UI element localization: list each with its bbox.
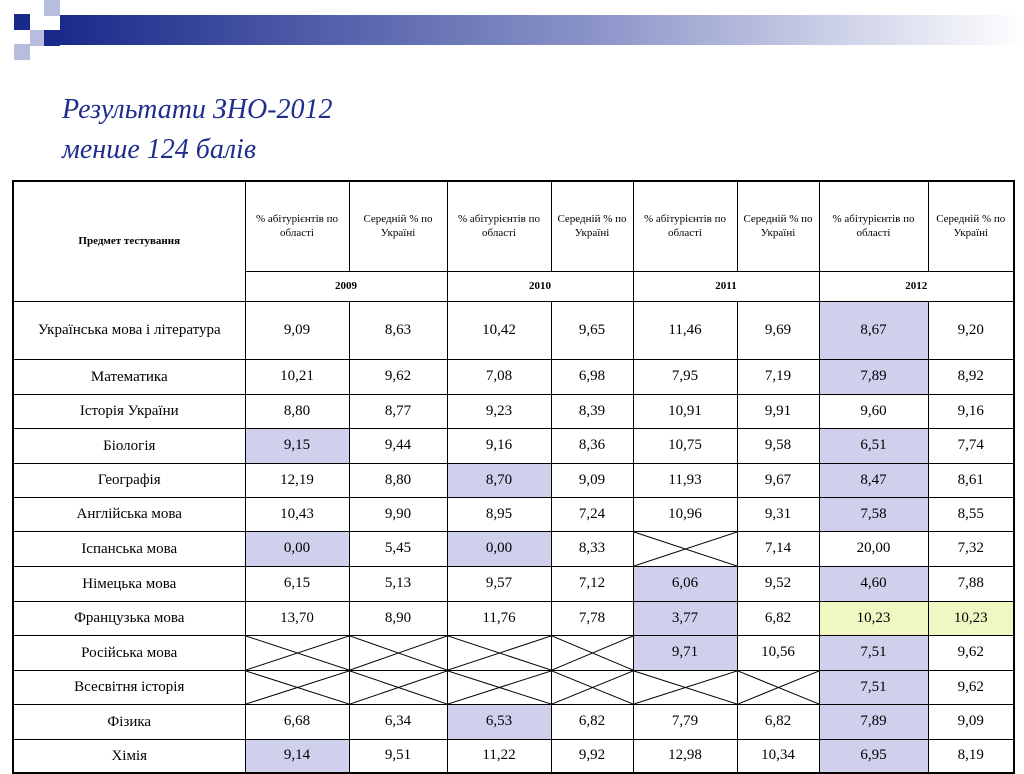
value-cell: 10,96 — [633, 497, 737, 531]
value-cell: 9,23 — [447, 394, 551, 428]
subject-cell: Іспанська мова — [13, 531, 245, 566]
empty-crossed-cell — [447, 635, 551, 670]
value-cell: 7,78 — [551, 601, 633, 635]
value-cell: 3,77 — [633, 601, 737, 635]
value-cell: 9,09 — [551, 463, 633, 497]
value-cell: 6,82 — [737, 704, 819, 739]
value-cell: 6,95 — [819, 739, 928, 773]
value-cell: 9,62 — [928, 670, 1014, 704]
value-cell: 7,58 — [819, 497, 928, 531]
column-header: Середній % по Україні — [551, 181, 633, 271]
results-table — [12, 180, 1015, 774]
value-cell: 7,74 — [928, 428, 1014, 463]
subject-cell: Біологія — [13, 428, 245, 463]
value-cell: 8,95 — [447, 497, 551, 531]
value-cell: 8,63 — [349, 301, 447, 359]
value-cell: 8,61 — [928, 463, 1014, 497]
value-cell: 9,09 — [245, 301, 349, 359]
value-cell: 10,42 — [447, 301, 551, 359]
value-cell: 9,67 — [737, 463, 819, 497]
value-cell: 8,47 — [819, 463, 928, 497]
title-line-2: менше 124 балів — [62, 134, 256, 165]
value-cell: 7,14 — [737, 531, 819, 566]
value-cell: 8,77 — [349, 394, 447, 428]
table-row — [13, 301, 1014, 359]
value-cell: 9,15 — [245, 428, 349, 463]
value-cell: 9,91 — [737, 394, 819, 428]
table-row — [13, 394, 1014, 428]
value-cell: 8,80 — [245, 394, 349, 428]
value-cell: 7,88 — [928, 566, 1014, 601]
value-cell: 10,56 — [737, 635, 819, 670]
header-row — [13, 181, 1014, 271]
value-cell: 5,45 — [349, 531, 447, 566]
value-cell: 6,34 — [349, 704, 447, 739]
decorative-header-squares — [0, 0, 1024, 60]
table-row — [13, 359, 1014, 394]
table-row — [13, 463, 1014, 497]
value-cell: 10,23 — [819, 601, 928, 635]
value-cell: 11,46 — [633, 301, 737, 359]
column-header: Середній % по Україні — [737, 181, 819, 271]
value-cell: 8,67 — [819, 301, 928, 359]
value-cell: 9,51 — [349, 739, 447, 773]
value-cell: 6,06 — [633, 566, 737, 601]
table-row — [13, 601, 1014, 635]
table-row — [13, 531, 1014, 566]
value-cell: 7,19 — [737, 359, 819, 394]
empty-crossed-cell — [633, 670, 737, 704]
subject-header: Предмет тестування — [13, 181, 245, 301]
value-cell: 6,15 — [245, 566, 349, 601]
empty-crossed-cell — [245, 635, 349, 670]
year-header: 2010 — [447, 271, 633, 301]
column-header: % абітурієнтів по області — [447, 181, 551, 271]
empty-crossed-cell — [551, 670, 633, 704]
value-cell: 8,92 — [928, 359, 1014, 394]
value-cell: 11,76 — [447, 601, 551, 635]
subject-cell: Хімія — [13, 739, 245, 773]
value-cell: 6,98 — [551, 359, 633, 394]
value-cell: 9,90 — [349, 497, 447, 531]
value-cell: 9,09 — [928, 704, 1014, 739]
value-cell: 9,14 — [245, 739, 349, 773]
subject-cell: Російська мова — [13, 635, 245, 670]
value-cell: 9,44 — [349, 428, 447, 463]
empty-crossed-cell — [633, 531, 737, 566]
subject-cell: Фізика — [13, 704, 245, 739]
subject-cell: Українська мова і література — [13, 301, 245, 359]
value-cell: 6,51 — [819, 428, 928, 463]
subject-cell: Німецька мова — [13, 566, 245, 601]
value-cell: 10,34 — [737, 739, 819, 773]
value-cell: 8,19 — [928, 739, 1014, 773]
subject-cell: Географія — [13, 463, 245, 497]
value-cell: 9,31 — [737, 497, 819, 531]
value-cell: 10,23 — [928, 601, 1014, 635]
value-cell: 11,22 — [447, 739, 551, 773]
subject-cell: Англійська мова — [13, 497, 245, 531]
value-cell: 9,58 — [737, 428, 819, 463]
value-cell: 9,69 — [737, 301, 819, 359]
value-cell: 8,39 — [551, 394, 633, 428]
year-header: 2011 — [633, 271, 819, 301]
value-cell: 7,79 — [633, 704, 737, 739]
value-cell: 7,95 — [633, 359, 737, 394]
subject-cell: Математика — [13, 359, 245, 394]
value-cell: 4,60 — [819, 566, 928, 601]
value-cell: 9,65 — [551, 301, 633, 359]
value-cell: 13,70 — [245, 601, 349, 635]
empty-crossed-cell — [245, 670, 349, 704]
empty-crossed-cell — [349, 670, 447, 704]
subject-cell: Історія України — [13, 394, 245, 428]
empty-crossed-cell — [349, 635, 447, 670]
value-cell: 6,82 — [737, 601, 819, 635]
value-cell: 7,08 — [447, 359, 551, 394]
value-cell: 6,53 — [447, 704, 551, 739]
column-header: % абітурієнтів по області — [245, 181, 349, 271]
table-row — [13, 670, 1014, 704]
value-cell: 9,57 — [447, 566, 551, 601]
table-body — [13, 301, 1014, 773]
value-cell: 8,80 — [349, 463, 447, 497]
value-cell: 7,51 — [819, 635, 928, 670]
table-row — [13, 566, 1014, 601]
value-cell: 7,89 — [819, 359, 928, 394]
empty-crossed-cell — [447, 670, 551, 704]
value-cell: 9,92 — [551, 739, 633, 773]
value-cell: 7,24 — [551, 497, 633, 531]
value-cell: 9,20 — [928, 301, 1014, 359]
year-header: 2009 — [245, 271, 447, 301]
value-cell: 12,98 — [633, 739, 737, 773]
column-header: Середній % по Україні — [928, 181, 1014, 271]
column-header: Середній % по Україні — [349, 181, 447, 271]
value-cell: 10,91 — [633, 394, 737, 428]
value-cell: 8,33 — [551, 531, 633, 566]
value-cell: 8,36 — [551, 428, 633, 463]
value-cell: 7,89 — [819, 704, 928, 739]
subject-cell: Французька мова — [13, 601, 245, 635]
subject-cell: Всесвітня історія — [13, 670, 245, 704]
value-cell: 12,19 — [245, 463, 349, 497]
value-cell: 9,52 — [737, 566, 819, 601]
value-cell: 9,71 — [633, 635, 737, 670]
slide-title — [62, 90, 333, 170]
value-cell: 9,60 — [819, 394, 928, 428]
value-cell: 8,55 — [928, 497, 1014, 531]
value-cell: 6,82 — [551, 704, 633, 739]
value-cell: 6,68 — [245, 704, 349, 739]
table-row — [13, 497, 1014, 531]
value-cell: 7,51 — [819, 670, 928, 704]
value-cell: 0,00 — [245, 531, 349, 566]
year-header: 2012 — [819, 271, 1014, 301]
value-cell: 8,90 — [349, 601, 447, 635]
value-cell: 9,62 — [928, 635, 1014, 670]
value-cell: 10,43 — [245, 497, 349, 531]
column-header: % абітурієнтів по області — [819, 181, 928, 271]
table-row — [13, 428, 1014, 463]
value-cell: 9,62 — [349, 359, 447, 394]
table-row — [13, 635, 1014, 670]
value-cell: 9,16 — [928, 394, 1014, 428]
title-line-1: Результати ЗНО-2012 — [62, 94, 333, 125]
value-cell: 20,00 — [819, 531, 928, 566]
value-cell: 10,75 — [633, 428, 737, 463]
value-cell: 7,32 — [928, 531, 1014, 566]
value-cell: 5,13 — [349, 566, 447, 601]
table-row — [13, 704, 1014, 739]
value-cell: 9,16 — [447, 428, 551, 463]
empty-crossed-cell — [737, 670, 819, 704]
empty-crossed-cell — [551, 635, 633, 670]
value-cell: 8,70 — [447, 463, 551, 497]
value-cell: 11,93 — [633, 463, 737, 497]
value-cell: 7,12 — [551, 566, 633, 601]
value-cell: 0,00 — [447, 531, 551, 566]
column-header: % абітурієнтів по області — [633, 181, 737, 271]
value-cell: 10,21 — [245, 359, 349, 394]
